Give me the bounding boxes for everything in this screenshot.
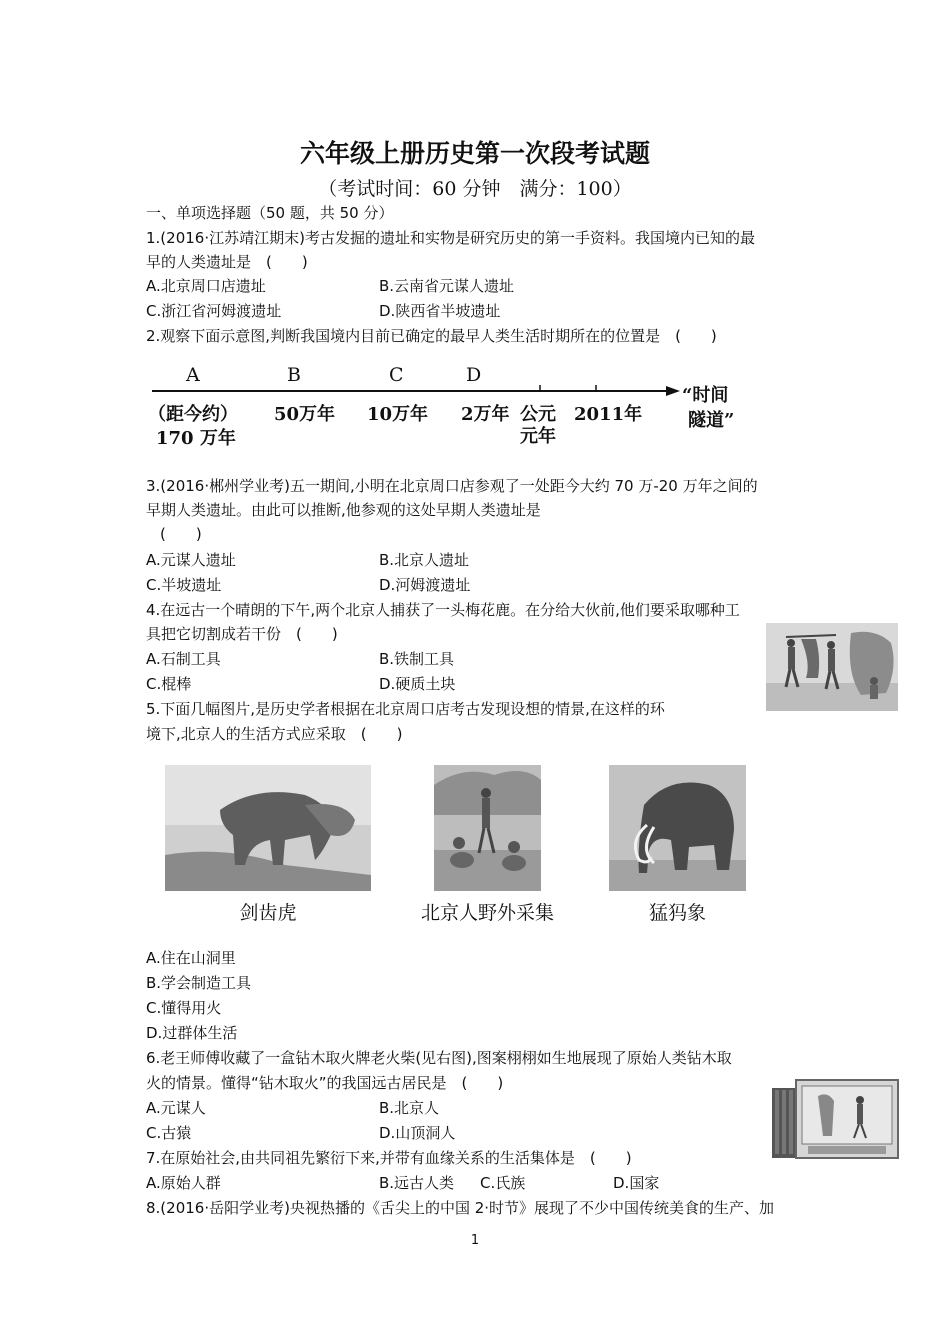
timeline-letter-d: D [466, 364, 482, 386]
q6-stem-line1: 6.老王师傅收藏了一盒钻木取火牌老火柴(见右图),图案栩栩如生地展现了原始人类钻木取 [146, 1049, 732, 1067]
timeline-label-2011: 2011年 [574, 404, 643, 425]
timeline-label-170w-2: 170 万年 [156, 428, 236, 449]
q4-option-c: C.棍棒 [146, 675, 192, 693]
q1-option-b: B.云南省元谋人遗址 [379, 277, 515, 295]
q1-option-d: D.陕西省半坡遗址 [379, 302, 501, 320]
q1-stem-line1: 1.(2016·江苏靖江期末)考古发掘的遗址和实物是研究历史的第一手资料。我国境内已知的最 [146, 229, 755, 247]
pic1-caption: 剑齿虎 [239, 902, 297, 924]
q7-option-b: B.远古人类 [379, 1174, 455, 1192]
pic3-caption: 猛犸象 [648, 902, 706, 924]
q6-option-a: A.元谋人 [146, 1099, 206, 1117]
q5-stem-line2: 境下,北京人的生活方式应采取 ( ) [146, 725, 403, 743]
timeline-label-10w: 10万年 [367, 404, 429, 425]
q3-option-d: D.河姆渡遗址 [379, 576, 471, 594]
q6-option-c: C.古猿 [146, 1124, 192, 1142]
q5-stem-line1: 5.下面几幅图片,是历史学者根据在北京周口店考古发现设想的情景,在这样的环 [146, 700, 665, 718]
q5-option-d: D.过群体生活 [146, 1024, 238, 1042]
section-heading: 一、单项选择题（50 题，共 50 分） [146, 204, 394, 222]
q7-stem-line1: 7.在原始社会,由共同祖先繁衍下来,并带有血缘关系的生活集体是 ( ) [146, 1149, 632, 1167]
timeline-end-1: “时间 [682, 385, 729, 406]
timeline-label-50w: 50万年 [274, 404, 336, 425]
q5-option-c: C.懂得用火 [146, 999, 222, 1017]
q6-stem-line2: 火的情景。懂得“钻木取火”的我国远古居民是 ( ) [146, 1074, 504, 1092]
q6-option-b: B.北京人 [379, 1099, 440, 1117]
q4-stem-line2: 具把它切割成若干份 ( ) [146, 625, 338, 643]
q7-option-c: C.氏族 [480, 1174, 526, 1192]
timeline-label-ad-2: 元年 [520, 426, 556, 447]
q1-option-a: A.北京周口店遗址 [146, 277, 266, 295]
q1-option-c: C.浙江省河姆渡遗址 [146, 302, 282, 320]
q3-option-b: B.北京人遗址 [379, 551, 470, 569]
q3-stem-line2: 早期人类遗址。由此可以推断,他参观的这处早期人类遗址是 [146, 501, 541, 519]
q7-option-d: D.国家 [613, 1174, 660, 1192]
timeline-label-170w-1: （距今约） [148, 404, 238, 425]
q7-option-a: A.原始人群 [146, 1174, 221, 1192]
matchbox-picture [768, 1076, 902, 1164]
timeline-label-ad-1: 公元 [520, 404, 556, 425]
timeline-letter-c: C [389, 364, 404, 386]
q4-option-d: D.硬质土块 [379, 675, 456, 693]
q2-stem-line1: 2.观察下面示意图,判断我国境内目前已确定的最早人类生活时期所在的位置是 ( ) [146, 327, 717, 345]
q4-stem-line1: 4.在远古一个晴朗的下午,两个北京人捕获了一头梅花鹿。在分给大伙前,他们要采取哪种工 [146, 601, 740, 619]
exam-info: （考试时间：60 分钟 满分：100） [318, 178, 632, 200]
q3-option-c: C.半坡遗址 [146, 576, 222, 594]
pic2-caption: 北京人野外采集 [420, 902, 554, 924]
q3-stem-line1: 3.(2016·郴州学业考)五一期间,小明在北京周口店参观了一处距今大约 70 万-20 万年之间的 [146, 477, 758, 495]
page-number: 1 [470, 1233, 480, 1248]
q3-stem-line3: ( ) [160, 525, 202, 543]
q3-option-a: A.元谋人遗址 [146, 551, 236, 569]
q8-stem-line1: 8.(2016·岳阳学业考)央视热播的《舌尖上的中国 2·时节》展现了不少中国传统美食的生产、加 [146, 1199, 775, 1217]
hunters-picture [766, 623, 898, 711]
q4-option-b: B.铁制工具 [379, 650, 455, 668]
timeline-letter-a: A [186, 364, 200, 386]
q5-option-a: A.住在山洞里 [146, 949, 236, 967]
q6-option-d: D.山顶洞人 [379, 1124, 456, 1142]
q4-option-a: A.石制工具 [146, 650, 221, 668]
timeline-end-2: 隧道” [688, 410, 735, 431]
timeline-letter-b: B [287, 364, 301, 386]
mammoth-picture [609, 765, 746, 891]
timeline-label-2w: 2万年 [461, 404, 510, 425]
q1-stem-line2: 早的人类遗址是 ( ) [146, 253, 308, 271]
sabertooth-picture [165, 765, 371, 891]
page-title: 六年级上册历史第一次段考试题 [299, 139, 650, 168]
peking-man-gathering-picture [434, 765, 541, 891]
q5-option-b: B.学会制造工具 [146, 974, 252, 992]
